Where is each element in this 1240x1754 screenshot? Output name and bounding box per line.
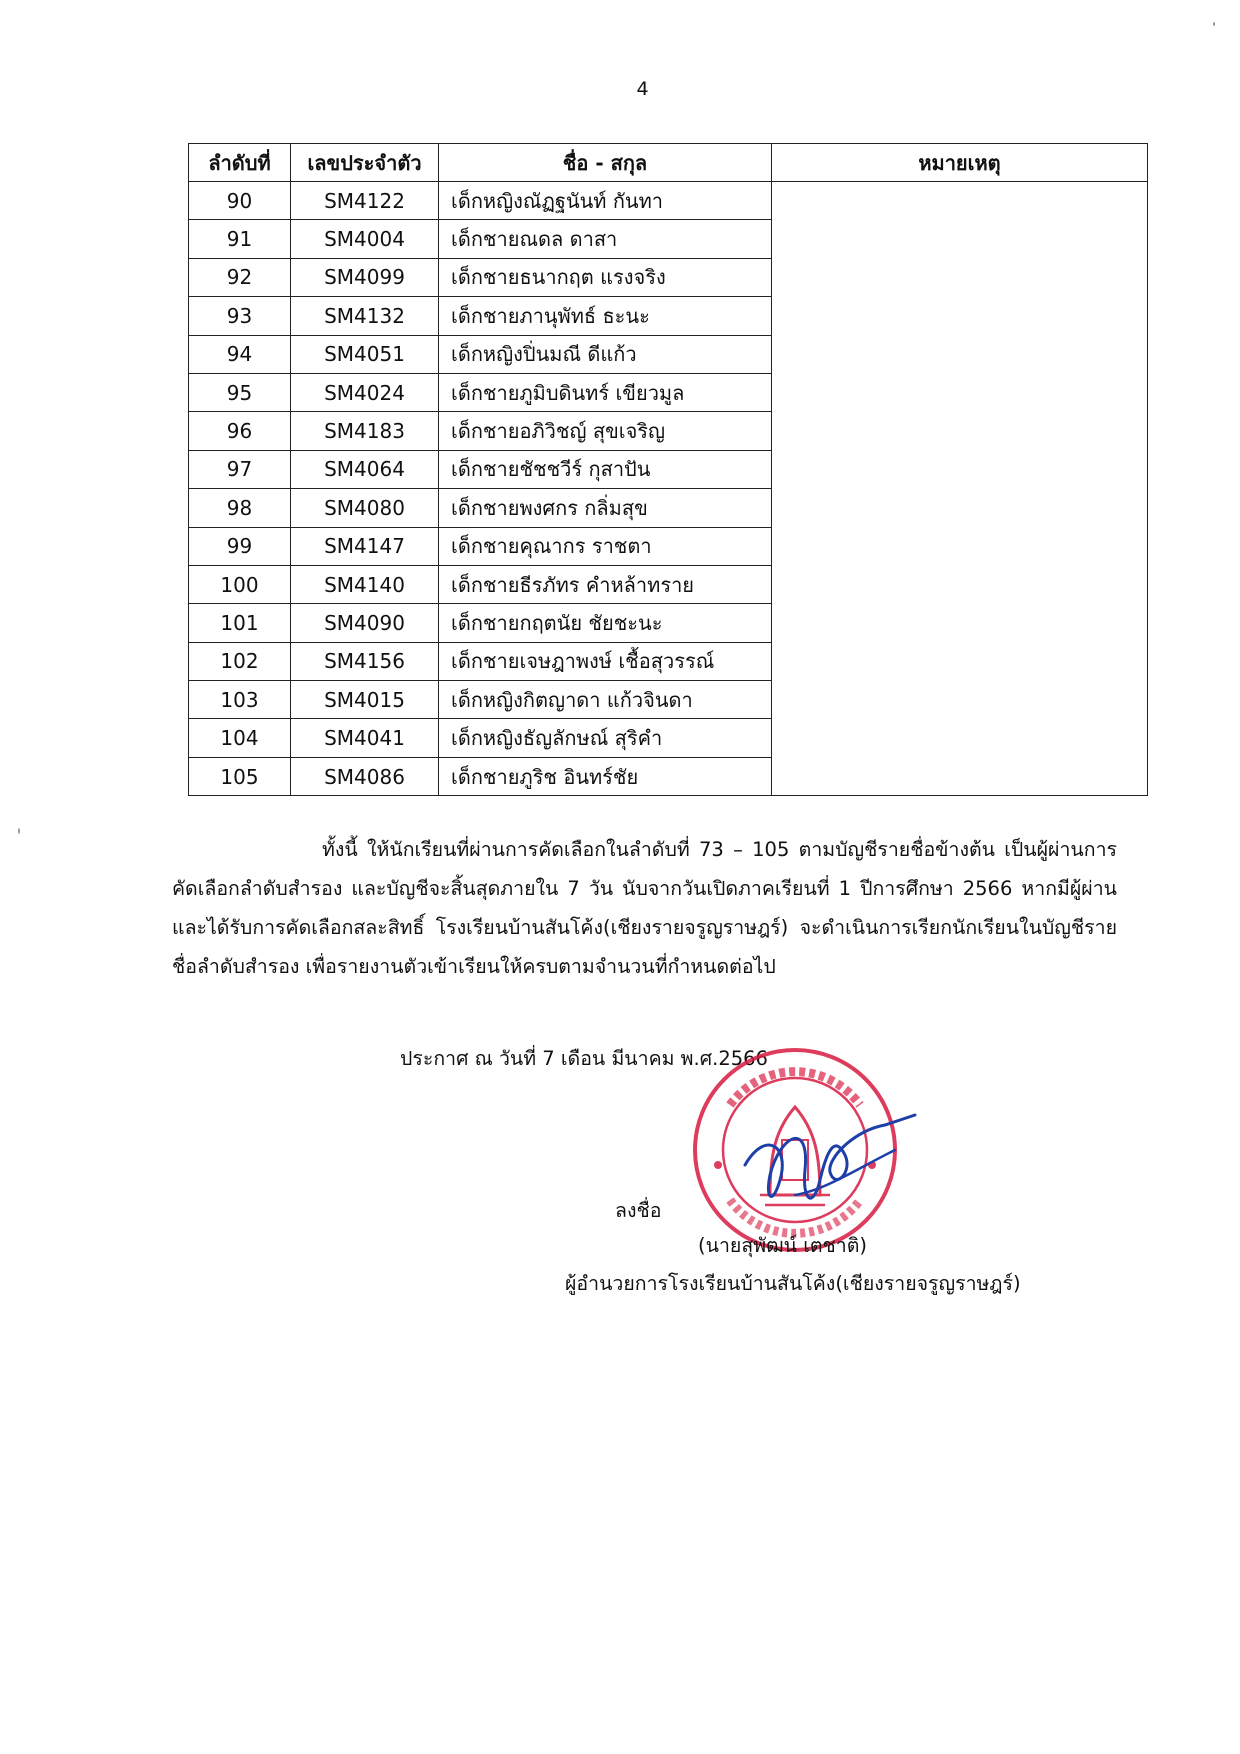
- cell-order: 98: [189, 489, 291, 527]
- page-number: 4: [636, 78, 649, 100]
- cell-name: เด็กชายภูริช อินทร์ชัย: [439, 757, 772, 795]
- cell-student-id: SM4140: [291, 565, 439, 603]
- cell-order: 96: [189, 412, 291, 450]
- cell-name: เด็กหญิงณัฏฐนันท์ กันทา: [439, 182, 772, 220]
- cell-name: เด็กชายกฤตนัย ชัยชะนะ: [439, 604, 772, 642]
- cell-order: 92: [189, 258, 291, 296]
- cell-name: เด็กชายชัชชวีร์ กุสาปัน: [439, 450, 772, 488]
- table-row: [189, 182, 1148, 220]
- cell-student-id: SM4086: [291, 757, 439, 795]
- scan-speck: [18, 828, 20, 834]
- cell-name: เด็กชายณดล ดาสา: [439, 220, 772, 258]
- body-paragraph: [172, 830, 1117, 986]
- cell-name: เด็กชายภูมิบดินทร์ เขียวมูล: [439, 373, 772, 411]
- header-order: ลำดับที่: [189, 144, 291, 182]
- cell-student-id: SM4183: [291, 412, 439, 450]
- cell-student-id: SM4041: [291, 719, 439, 757]
- scan-speck: [1213, 22, 1215, 26]
- header-name: ชื่อ - สกุล: [439, 144, 772, 182]
- cell-order: 94: [189, 335, 291, 373]
- body-paragraph-text: ทั้งนี้ ให้นักเรียนที่ผ่านการคัดเลือกในลำดับที่ 73 – 105 ตามบัญชีรายชื่อข้างต้น เป็นผู้ผ่านการคัดเลือกลำดับสำรอง และบัญชีจะสิ้นสุดภายใน 7 วัน นับจากวันเปิดภาคเรียนที่ 1 ปีการศึกษา 2566 หากมีผู้ผ่านและได้รับการคัดเลือกสละสิทธิ์ โรงเรียนบ้านสันโค้ง(เชียงรายจรูญราษฎร์) จะดำเนินการเรียกนักเรียนในบัญชีรายชื่อลำดับสำรอง เพื่อรายงานตัวเข้าเรียนให้ครบตามจำนวนที่กำหนดต่อไป: [172, 838, 1117, 978]
- signer-title: ผู้อำนวยการโรงเรียนบ้านสันโค้ง(เชียงรายจรูญราษฎร์): [565, 1272, 1021, 1295]
- signature-icon: [735, 1110, 925, 1230]
- cell-name: เด็กชายอภิวิชญ์ สุขเจริญ: [439, 412, 772, 450]
- cell-student-id: SM4015: [291, 681, 439, 719]
- cell-order: 103: [189, 681, 291, 719]
- cell-order: 101: [189, 604, 291, 642]
- header-remark: หมายเหตุ: [772, 144, 1148, 182]
- cell-order: 104: [189, 719, 291, 757]
- cell-name: เด็กชายคุณากร ราชตา: [439, 527, 772, 565]
- cell-name: เด็กหญิงธัญลักษณ์ สุริคำ: [439, 719, 772, 757]
- header-student-id: เลขประจำตัว: [291, 144, 439, 182]
- cell-student-id: SM4004: [291, 220, 439, 258]
- cell-order: 99: [189, 527, 291, 565]
- cell-order: 102: [189, 642, 291, 680]
- cell-name: เด็กชายธนากฤต แรงจริง: [439, 258, 772, 296]
- cell-order: 95: [189, 373, 291, 411]
- cell-student-id: SM4099: [291, 258, 439, 296]
- cell-order: 93: [189, 297, 291, 335]
- cell-student-id: SM4051: [291, 335, 439, 373]
- student-table: [188, 143, 1148, 796]
- cell-order: 105: [189, 757, 291, 795]
- cell-name: เด็กชายพงศกร กลิ่มสุข: [439, 489, 772, 527]
- cell-name: เด็กชายภานุพัทธ์ ธะนะ: [439, 297, 772, 335]
- cell-name: เด็กชายเจษฎาพงษ์ เชื้อสุวรรณ์: [439, 642, 772, 680]
- cell-order: 100: [189, 565, 291, 603]
- cell-student-id: SM4122: [291, 182, 439, 220]
- cell-order: 90: [189, 182, 291, 220]
- cell-student-id: SM4156: [291, 642, 439, 680]
- table-header-row: [189, 144, 1148, 182]
- cell-student-id: SM4132: [291, 297, 439, 335]
- cell-order: 91: [189, 220, 291, 258]
- announcement-date: ประกาศ ณ วันที่ 7 เดือน มีนาคม พ.ศ.2566: [400, 1047, 768, 1070]
- cell-name: เด็กหญิงปิ่นมณี ดีแก้ว: [439, 335, 772, 373]
- cell-student-id: SM4147: [291, 527, 439, 565]
- cell-student-id: SM4024: [291, 373, 439, 411]
- cell-name: เด็กชายธีรภัทร คำหล้าทราย: [439, 565, 772, 603]
- sign-label: ลงชื่อ: [615, 1199, 662, 1222]
- cell-remark: [772, 182, 1148, 796]
- cell-name: เด็กหญิงกิตญาดา แก้วจินดา: [439, 681, 772, 719]
- cell-order: 97: [189, 450, 291, 488]
- cell-student-id: SM4064: [291, 450, 439, 488]
- cell-student-id: SM4090: [291, 604, 439, 642]
- signer-name: (นายสุพัฒน์ เตชาติ): [698, 1234, 867, 1257]
- cell-student-id: SM4080: [291, 489, 439, 527]
